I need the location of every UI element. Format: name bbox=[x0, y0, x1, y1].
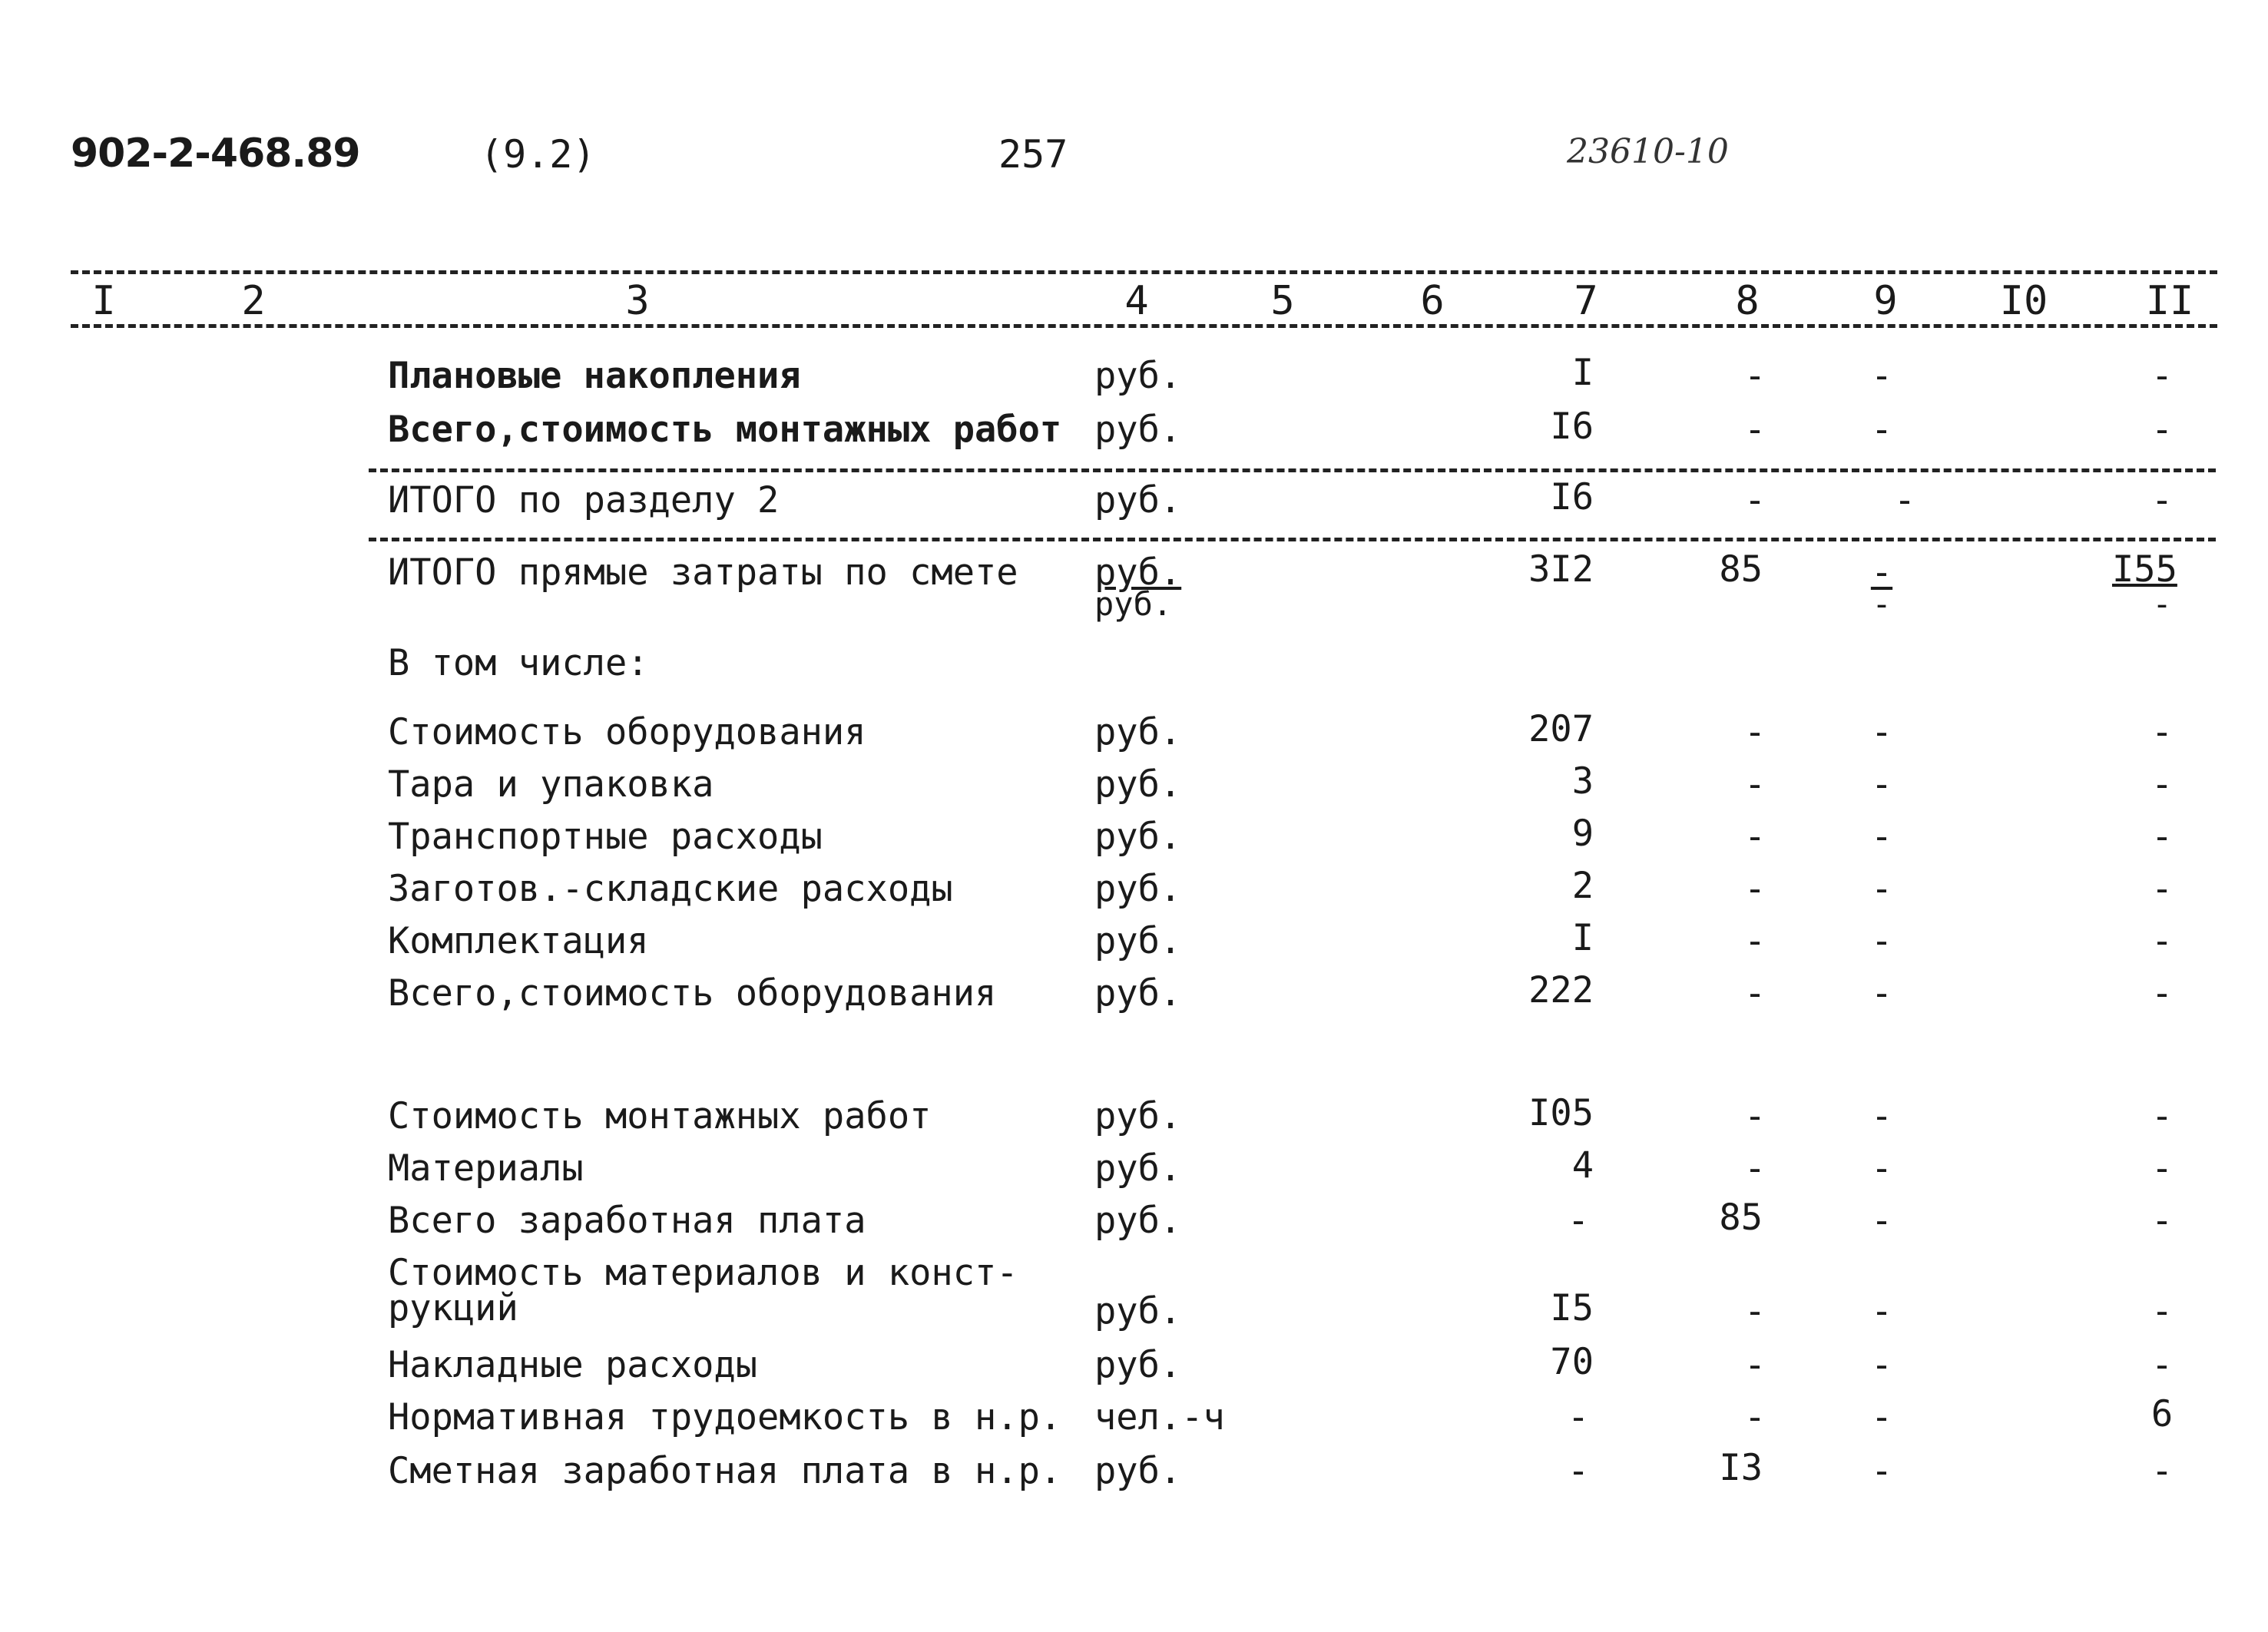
row-unit: руб. bbox=[1094, 409, 1182, 451]
row-col11: - bbox=[2150, 920, 2174, 962]
header-bottom-dashline bbox=[71, 324, 2217, 328]
column-number-6: 6 bbox=[1420, 278, 1445, 324]
document-code: 902-2-468.89 bbox=[71, 131, 360, 177]
row-label: ИТОГО прямые затраты по смете bbox=[388, 551, 1018, 594]
column-number-11: II bbox=[2145, 278, 2194, 324]
row-unit: руб. bbox=[1094, 816, 1182, 858]
row-col8: - bbox=[1743, 479, 1766, 521]
row-label: Комплектация bbox=[388, 920, 649, 962]
row-label: Стоимость монтажных работ bbox=[388, 1095, 932, 1137]
section-dashline bbox=[369, 468, 2216, 472]
row-col8: - bbox=[1743, 1344, 1766, 1386]
row-col11: - bbox=[2150, 1095, 2174, 1137]
row-unit: руб. bbox=[1094, 1147, 1182, 1190]
row-col9: - bbox=[1870, 355, 1893, 397]
row-label: Нормативная трудоемкость в н.р. bbox=[388, 1396, 1062, 1438]
row-unit: руб. bbox=[1094, 711, 1182, 753]
row-col11: - bbox=[2150, 409, 2174, 451]
row-label-continuation: рукций bbox=[388, 1287, 518, 1329]
row-col11: - bbox=[2150, 972, 2174, 1015]
column-number-8: 8 bbox=[1735, 278, 1760, 324]
row-col9: - bbox=[1870, 816, 1893, 858]
row-col11-secondary: - bbox=[2152, 585, 2172, 623]
row-col9: - bbox=[1870, 1396, 1893, 1438]
row-col7: 9 bbox=[1571, 813, 1594, 855]
row-label: Всего,стоимость оборудования bbox=[388, 972, 997, 1015]
row-col8: - bbox=[1743, 1290, 1766, 1332]
row-unit: руб. bbox=[1094, 479, 1182, 521]
row-col11: - bbox=[2150, 711, 2174, 753]
row-col8: - bbox=[1743, 355, 1766, 397]
column-number-2: 2 bbox=[241, 278, 266, 324]
row-unit: руб. bbox=[1094, 1200, 1182, 1242]
row-col8: - bbox=[1743, 711, 1766, 753]
row-col11: - bbox=[2150, 1200, 2174, 1242]
row-label: Всего заработная плата bbox=[388, 1200, 866, 1242]
row-col11: - bbox=[2150, 1344, 2174, 1386]
row-col7: I bbox=[1571, 352, 1594, 394]
row-unit: руб. bbox=[1094, 920, 1182, 962]
row-col8: 85 bbox=[1719, 548, 1763, 591]
row-col7: - bbox=[1567, 1450, 1590, 1492]
row-unit: руб. bbox=[1094, 1344, 1182, 1386]
row-col9: - bbox=[1870, 763, 1893, 806]
column-number-7: 7 bbox=[1574, 278, 1598, 324]
row-label: Стоимость материалов и конст- bbox=[388, 1252, 1018, 1294]
row-col8: - bbox=[1743, 409, 1766, 451]
header-top-dashline bbox=[71, 270, 2217, 274]
row-col9: - bbox=[1870, 1095, 1893, 1137]
row-label: Всего,стоимость монтажных работ bbox=[388, 409, 1062, 451]
handwritten-stamp: 23610-10 bbox=[1567, 132, 1729, 171]
row-col7: 4 bbox=[1571, 1144, 1594, 1187]
row-col7: 3I2 bbox=[1528, 548, 1594, 591]
row-label: Стоимость оборудования bbox=[388, 711, 866, 753]
row-col9: - bbox=[1870, 1450, 1893, 1492]
column-number-3: 3 bbox=[625, 278, 650, 324]
row-col11: - bbox=[2150, 763, 2174, 806]
row-col7: I bbox=[1571, 917, 1594, 959]
row-col9: - bbox=[1870, 1147, 1893, 1190]
row-col9: - bbox=[1870, 1344, 1893, 1386]
row-col8: - bbox=[1743, 1396, 1766, 1438]
row-unit: руб. bbox=[1094, 1290, 1182, 1332]
row-col11: - bbox=[2150, 479, 2174, 521]
row-unit: руб. bbox=[1094, 763, 1182, 806]
row-col9: - bbox=[1870, 972, 1893, 1015]
row-label: Заготов.-складские расходы bbox=[388, 868, 953, 910]
row-col7: - bbox=[1567, 1396, 1590, 1438]
row-unit: руб. bbox=[1094, 355, 1182, 397]
row-col8: - bbox=[1743, 1147, 1766, 1190]
row-col11: - bbox=[2150, 1450, 2174, 1492]
row-label: Накладные расходы bbox=[388, 1344, 758, 1386]
row-col7: I5 bbox=[1550, 1287, 1594, 1329]
row-col7: 3 bbox=[1571, 760, 1594, 803]
row-col8: - bbox=[1743, 972, 1766, 1015]
row-col7: 222 bbox=[1528, 969, 1594, 1011]
row-col11: - bbox=[2150, 1147, 2174, 1190]
row-col8: 85 bbox=[1719, 1197, 1763, 1239]
row-unit: руб. bbox=[1094, 1095, 1182, 1137]
row-col8: I3 bbox=[1719, 1447, 1763, 1489]
row-col7: I05 bbox=[1528, 1092, 1594, 1134]
row-col11: 6 bbox=[2150, 1393, 2174, 1435]
row-col9: - bbox=[1870, 551, 1893, 594]
row-col9: - bbox=[1870, 1200, 1893, 1242]
row-col9: - bbox=[1870, 868, 1893, 910]
section-dashline bbox=[369, 538, 2216, 541]
row-unit: руб. bbox=[1094, 551, 1182, 594]
row-label: Транспортные расходы bbox=[388, 816, 823, 858]
row-unit: руб. bbox=[1094, 972, 1182, 1015]
row-col9: - bbox=[1870, 920, 1893, 962]
row-unit: руб. bbox=[1094, 868, 1182, 910]
row-col7: 2 bbox=[1571, 865, 1594, 907]
column-number-1: I bbox=[91, 278, 116, 324]
row-col11: - bbox=[2150, 1290, 2174, 1332]
row-unit: чел.-ч bbox=[1094, 1396, 1225, 1438]
row-label: Плановые накопления bbox=[388, 355, 801, 397]
row-col9: - bbox=[1870, 1290, 1893, 1332]
column-number-10: I0 bbox=[1999, 278, 2048, 324]
row-unit: руб. bbox=[1094, 1450, 1182, 1492]
column-number-9: 9 bbox=[1873, 278, 1898, 324]
row-col9-secondary: - bbox=[1872, 585, 1892, 623]
column-number-4: 4 bbox=[1124, 278, 1149, 324]
sheet-number: (9.2) bbox=[480, 132, 596, 177]
row-col7: - bbox=[1567, 1200, 1590, 1242]
row-label: Тара и упаковка bbox=[388, 763, 714, 806]
row-col7: I6 bbox=[1550, 406, 1594, 448]
row-col8: - bbox=[1743, 1095, 1766, 1137]
row-label: Материалы bbox=[388, 1147, 584, 1190]
row-col8: - bbox=[1743, 920, 1766, 962]
row-col9: - bbox=[1870, 711, 1893, 753]
row-col7: 70 bbox=[1550, 1341, 1594, 1383]
row-col7: 207 bbox=[1528, 708, 1594, 750]
column-number-5: 5 bbox=[1270, 278, 1295, 324]
row-col11: - bbox=[2150, 868, 2174, 910]
row-col7: I6 bbox=[1550, 476, 1594, 518]
row-col9: - bbox=[1870, 409, 1893, 451]
row-col8: - bbox=[1743, 868, 1766, 910]
row-col8: - bbox=[1743, 816, 1766, 858]
row-col11: I55 bbox=[2112, 548, 2177, 591]
row-label: ИТОГО по разделу 2 bbox=[388, 479, 780, 521]
page-number: 257 bbox=[998, 132, 1068, 177]
row-col11: - bbox=[2150, 816, 2174, 858]
row-label: Сметная заработная плата в н.р. bbox=[388, 1450, 1062, 1492]
row-col9: - bbox=[1893, 479, 1916, 521]
row-col8: - bbox=[1743, 763, 1766, 806]
section-subheading: В том числе: bbox=[388, 642, 649, 684]
row-unit-secondary: руб. bbox=[1094, 585, 1173, 623]
row-col11: - bbox=[2150, 355, 2174, 397]
